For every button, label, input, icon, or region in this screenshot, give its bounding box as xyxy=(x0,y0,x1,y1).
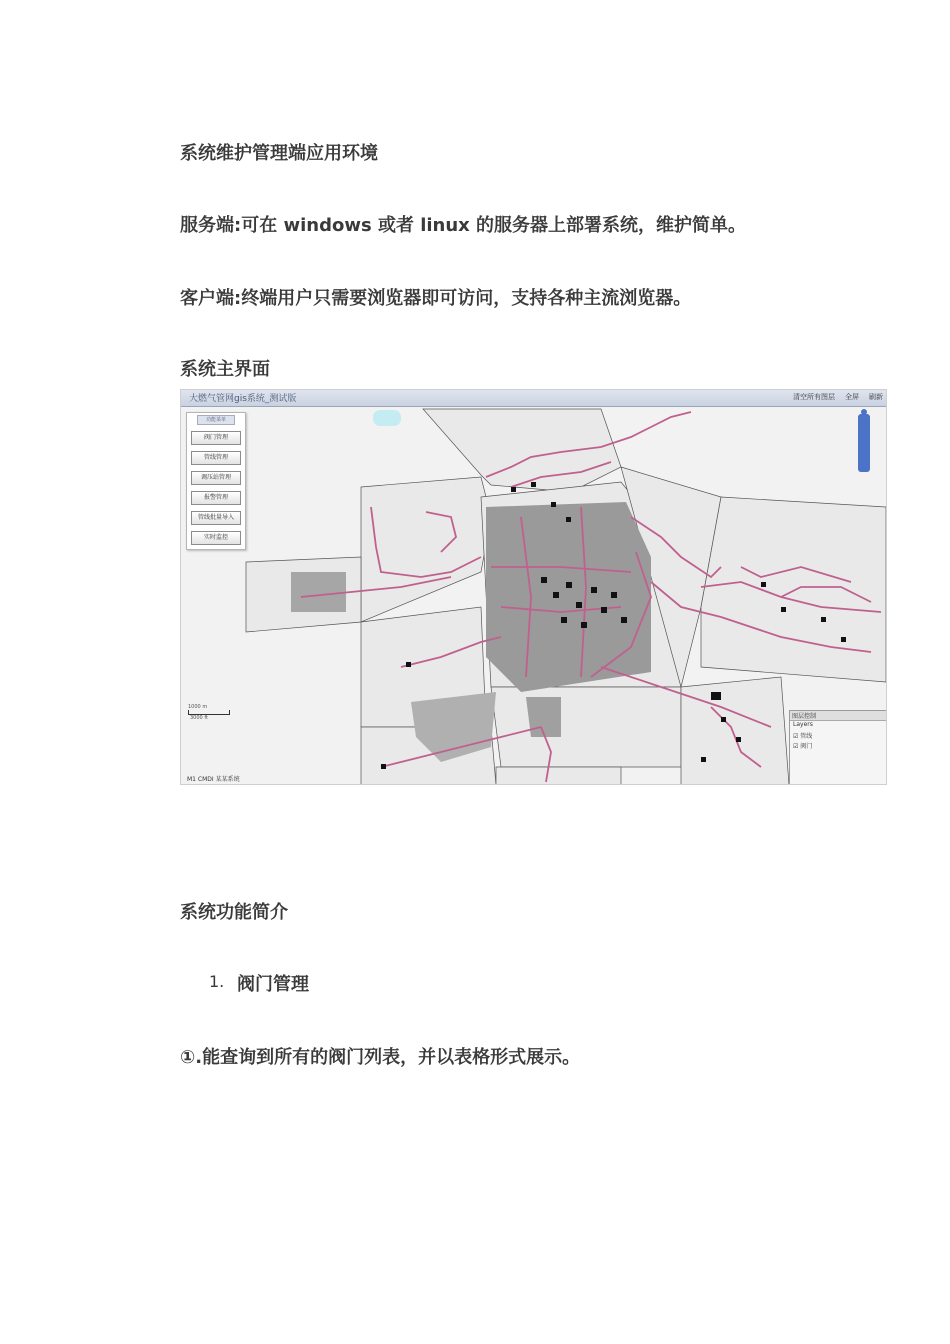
valve-management-button[interactable]: 阀门管理 xyxy=(191,431,241,445)
heading-main-interface: 系统主界面 xyxy=(180,359,270,380)
legend-title: 图层控制 xyxy=(790,711,886,721)
zoom-slider[interactable] xyxy=(858,414,870,472)
heading-environment: 系统维护管理端应用环境 xyxy=(180,143,378,164)
panel-title: 功能菜单 xyxy=(197,415,235,425)
gis-screenshot xyxy=(180,389,887,785)
client-description: 客户端:终端用户只需要浏览器即可访问，支持各种主流浏览器。 xyxy=(180,288,692,309)
legend-item-pipe[interactable]: ☑ 管线 xyxy=(793,733,813,740)
list-number: 1. xyxy=(209,972,225,991)
function-menu-panel xyxy=(186,412,246,550)
realtime-monitor-button[interactable]: 实时监控 xyxy=(191,531,241,545)
pipeline-import-button[interactable]: 管线批量导入 xyxy=(191,511,241,525)
list-title-valve: 阀门管理 xyxy=(237,974,309,995)
scale-top: 1000 m xyxy=(188,704,208,710)
layer-legend xyxy=(789,710,887,785)
screenshot-title: 大燃气管网gis系统_测试版 xyxy=(189,394,297,404)
pipeline-management-button[interactable]: 管线管理 xyxy=(191,451,241,465)
screenshot-titlebar xyxy=(181,390,886,407)
scale-bar xyxy=(188,704,228,720)
legend-sub: Layers xyxy=(793,721,813,728)
menu-refresh[interactable]: 刷新 xyxy=(869,393,883,401)
menu-clear-layers[interactable]: 清空所有图层 xyxy=(793,393,835,401)
valve-item-1: ①.能查询到所有的阀门列表，并以表格形式展示。 xyxy=(180,1047,581,1068)
map-tools[interactable] xyxy=(373,410,401,426)
scale-bottom: 3000 ft xyxy=(190,715,208,721)
heading-function-intro: 系统功能简介 xyxy=(180,902,288,923)
alarm-management-button[interactable]: 报警管理 xyxy=(191,491,241,505)
menu-fullscreen[interactable]: 全屏 xyxy=(845,393,859,401)
screenshot-footer: M1 CMDI 某某系统 xyxy=(187,776,240,783)
gis-map[interactable] xyxy=(181,407,886,785)
server-description: 服务端:可在 windows 或者 linux 的服务器上部署系统，维护简单。 xyxy=(180,215,747,236)
legend-item-valve[interactable]: ☑ 阀门 xyxy=(793,743,813,750)
regulator-station-button[interactable]: 调压站管理 xyxy=(191,471,241,485)
